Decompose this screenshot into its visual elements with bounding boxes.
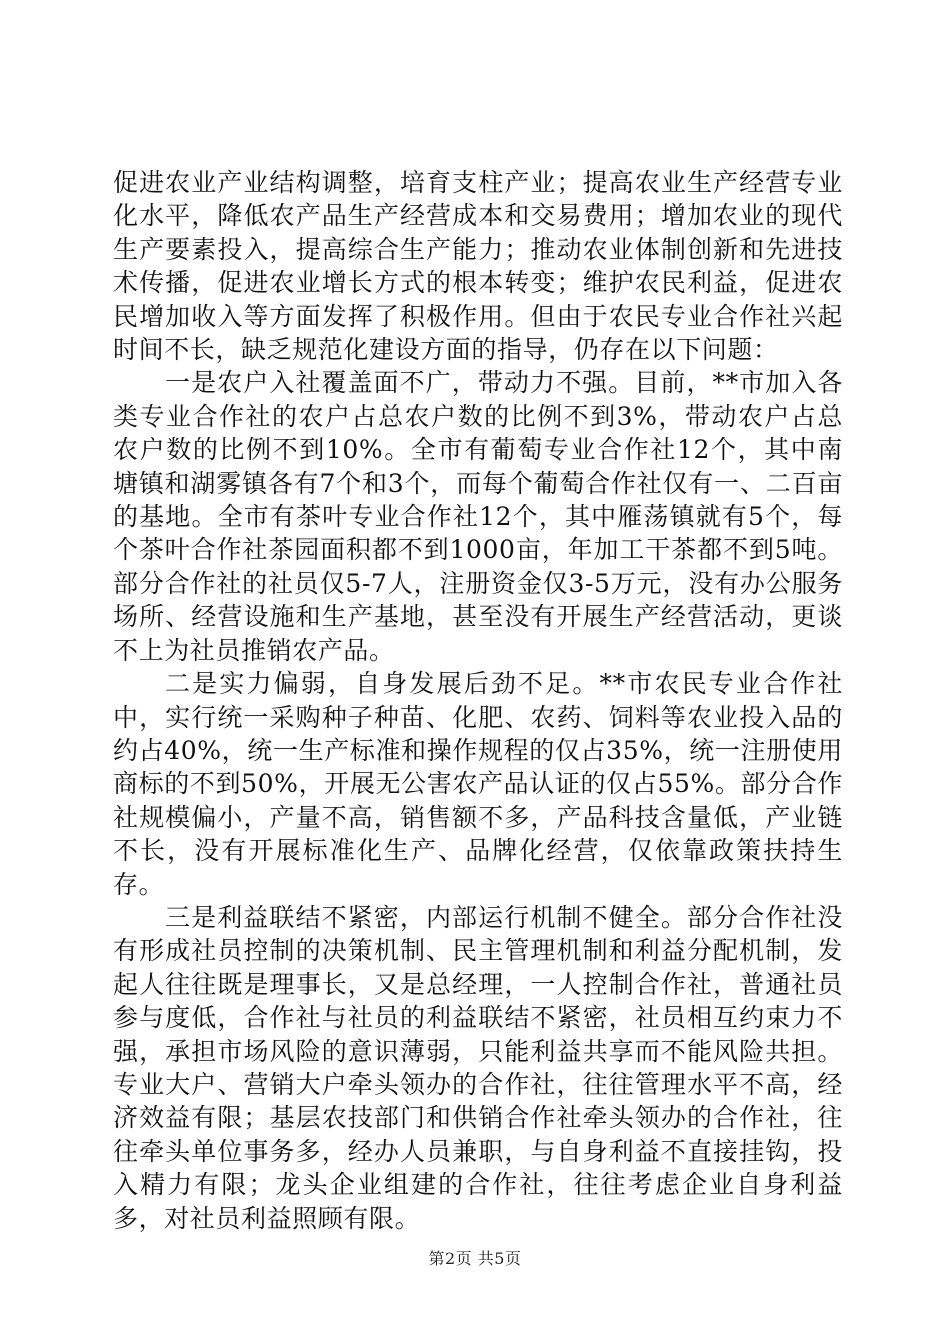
paragraph-intro: 促进农业产业结构调整，培育支柱产业；提高农业生产经营专业化水平，降低农产品生产经营成本和交易费用；增加农业的现代生产要素投入，提高综合生产能力；推动农业体制创新和先进技术传播，促进农业增长方式的根本转变；维护农民利益，促进农民增加收入等方面发挥了积极作用。但由于农民专业合作社兴起时间不长，缺乏规范化建设方面的指导，仍存在以下问题： <box>113 168 843 365</box>
paragraph-issue-three: 三是利益联结不紧密，内部运行机制不健全。部分合作社没有形成社员控制的决策机制、民主管理机制和利益分配机制，发起人往往既是理事长，又是总经理，一人控制合作社，普通社员参与度低，合作社与社员的利益联结不紧密，社员相互约束力不强，承担市场风险的意识薄弱，只能利益共享而不能风险共担。专业大户、营销大户牵头领办的合作社，往往管理水平不高，经济效益有限；基层农技部门和供销合作社牵头领办的合作社，往往牵头单位事务多，经办人员兼职，与自身利益不直接挂钩，投入精力有限；龙头企业组建的合作社，往往考虑企业自身利益多，对社员利益照顾有限。 <box>113 902 843 1233</box>
paragraph-issue-two: 二是实力偏弱，自身发展后劲不足。**市农民专业合作社中，实行统一采购种子种苗、化肥、农药、饲料等农业投入品的约占40%，统一生产标准和操作规程的仅占35%，统一注册使用商标的不到50%，开展无公害农产品认证的仅占55%。部分合作社规模偏小，产量不高，销售额不多，产品科技含量低，产业链不长，没有开展标准化生产、品牌化经营，仅依靠政策扶持生存。 <box>113 669 843 899</box>
document-body <box>113 166 843 1235</box>
paragraph-issue-one: 一是农户入社覆盖面不广，带动力不强。目前，**市加入各类专业合作社的农户占总农户数的比例不到3%，带动农户占总农户数的比例不到10%。全市有葡萄专业合作社12个，其中南塘镇和湖雾镇各有7个和3个，而每个葡萄合作社仅有一、二百亩的基地。全市有茶叶专业合作社12个，其中雁荡镇就有5个，每个茶叶合作社茶园面积都不到1000亩，年加工干茶都不到5吨。部分合作社的社员仅5-7人，注册资金仅3-5万元，没有办公服务场所、经营设施和生产基地，甚至没有开展生产经营活动，更谈不上为社员推销农产品。 <box>113 368 843 665</box>
page-number: 第2页 共5页 <box>428 1249 522 1268</box>
page-footer <box>0 1246 950 1269</box>
